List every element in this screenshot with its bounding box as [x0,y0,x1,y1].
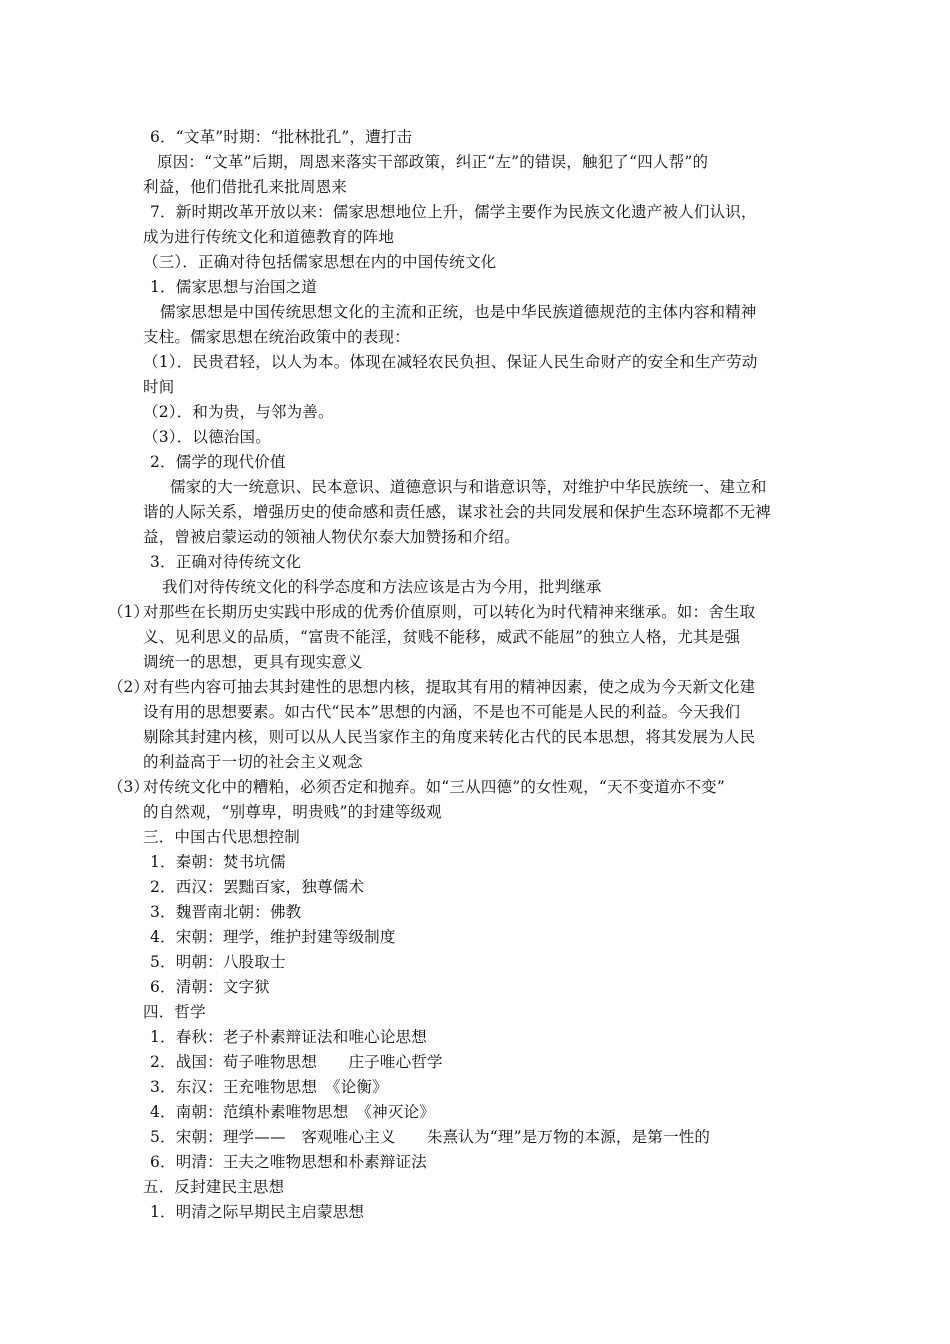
text-line: 时间 [143,378,175,396]
text-line: 的利益高于一切的社会主义观念 [143,753,363,771]
list-item: 5．明朝：八股取士 [150,953,286,971]
text-line: 谐的人际关系，增强历史的使命感和责任感，谋求社会的共同发展和保护生态环境都不无裨 [143,503,772,521]
text-line: 原因：“文革”后期，周恩来落实干部政策，纠正“左”的错误，触犯了“四人帮”的 [157,153,709,171]
list-marker: （3） [108,778,149,796]
text-line: 调统一的思想，更具有现实意义 [143,653,363,671]
text-line: 支柱。儒家思想在统治政策中的表现： [143,328,410,346]
text-line: 对那些在长期历史实践中形成的优秀价值原则，可以转化为时代精神来继承。如：舍生取 [143,603,756,621]
list-item: 6．清朝：文字狱 [150,978,270,996]
list-marker: （1） [108,603,149,621]
subsection-heading: 1．儒家思想与治国之道 [150,278,318,296]
list-item: 4．宋朝：理学，维护封建等级制度 [150,928,396,946]
list-item: 3．东汉：王充唯物思想 《论衡》 [150,1078,388,1096]
list-item: 1．春秋：老子朴素辩证法和唯心论思想 [150,1028,427,1046]
text-line: 成为进行传统文化和道德教育的阵地 [143,228,395,246]
text-line: 对有些内容可抽去其封建性的思想内核，提取其有用的精神因素，使之成为今天新文化建 [143,678,756,696]
list-item: 6．明清：王夫之唯物思想和朴素辩证法 [150,1153,427,1171]
text-line: 设有用的思想要素。如古代“民本”思想的内涵，不是也不可能是人民的利益。今天我们 [143,703,741,721]
text-line: 的自然观，“别尊卑，明贵贱”的封建等级观 [143,803,442,821]
text-line: 6．“文革”时期：“批林批孔”，遭打击 [150,128,413,146]
text-line: （1）．民贵君轻，以人为本。体现在减轻农民负担、保证人民生命财产的安全和生产劳动 [143,353,758,371]
text-line: 7．新时期改革开放以来：儒家思想地位上升，儒学主要作为民族文化遗产被人们认识， [150,203,757,221]
text-line: 我们对待传统文化的科学态度和方法应该是古为今用，批判继承 [162,578,602,596]
subsection-heading: 2．儒学的现代价值 [150,453,286,471]
text-line: 义、见利思义的品质，“富贵不能淫，贫贱不能移，威武不能屈”的独立人格，尤其是强 [143,628,741,646]
section-heading: 三．中国古代思想控制 [143,828,301,846]
text-line: （3）．以德治国。 [143,428,271,446]
section-heading: 五．反封建民主思想 [143,1178,285,1196]
text-line: 益，曾被启蒙运动的领袖人物伏尔泰大加赞扬和介绍。 [143,528,520,546]
list-item: 5．宋朝：理学—— 客观唯心主义 朱熹认为“理”是万物的本源，是第一性的 [150,1128,711,1146]
text-line: 利益，他们借批孔来批周恩来 [143,178,348,196]
list-item: 1．秦朝：焚书坑儒 [150,853,286,871]
text-line: 儒家思想是中国传统思想文化的主流和正统，也是中华民族道德规范的主体内容和精神 [160,303,757,321]
section-heading: 四．哲学 [143,1003,206,1021]
text-line: 剔除其封建内核，则可以从人民当家作主的角度来转化古代的民本思想，将其发展为人民 [143,728,756,746]
list-item: 1．明清之际早期民主启蒙思想 [150,1203,365,1221]
list-marker: （2） [108,678,149,696]
list-item: 4．南朝：范缜朴素唯物思想 《神灭论》 [150,1103,435,1121]
section-heading: （三）．正确对待包括儒家思想在内的中国传统文化 [143,253,497,271]
text-line: 儒家的大一统意识、民本意识、道德意识与和谐意识等，对维护中华民族统一、建立和 [170,478,767,496]
text-line: （2）．和为贵，与邻为善。 [143,403,334,421]
list-item: 3．魏晋南北朝：佛教 [150,903,302,921]
list-item: 2．西汉：罢黜百家，独尊儒术 [150,878,365,896]
list-item: 2．战国：荀子唯物思想 庄子唯心哲学 [150,1053,443,1071]
subsection-heading: 3．正确对待传统文化 [150,553,302,571]
text-line: 对传统文化中的糟粕，必须否定和抛弃。如“三从四德”的女性观，“天不变道亦不变” [143,778,725,796]
